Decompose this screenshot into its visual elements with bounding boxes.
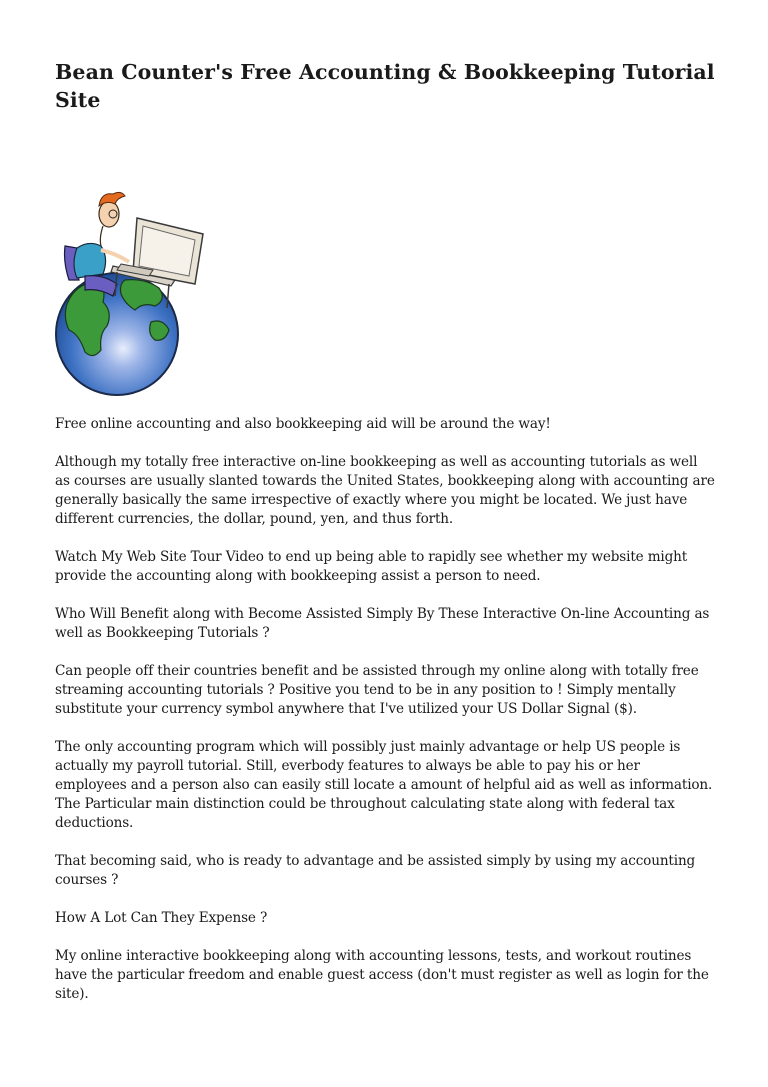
document-title: Bean Counter's Free Accounting & Bookkeeping Tutorial Site bbox=[55, 60, 715, 112]
paragraph: Free online accounting and also bookkeeping aid will be around the way! bbox=[55, 416, 551, 432]
paragraph: My online interactive bookkeeping along with accounting lessons, tests, and workout routines have the particular freedom and enable guest access (don't must register as well as login for the site). bbox=[55, 948, 709, 1002]
paragraph: Although my totally free interactive on-line bookkeeping as well as accounting tutorials as well as courses are usually slanted towards the United States, bookkeeping along with accounting are generally basically the same irrespective of exactly where you might be located. We just have different currencies, the dollar, pound, yen, and thus forth. bbox=[55, 454, 715, 527]
paragraph: Who Will Benefit along with Become Assisted Simply By These Interactive On-line Accounting as well as Bookkeeping Tutorials ? bbox=[55, 606, 710, 641]
paragraph: That becoming said, who is ready to advantage and be assisted simply by using my accounting courses ? bbox=[55, 853, 696, 888]
paragraph: Watch My Web Site Tour Video to end up being able to rapidly see whether my website might provide the accounting along with bookkeeping assist a person to need. bbox=[55, 549, 688, 584]
document-page bbox=[55, 58, 715, 1002]
person-at-computer-on-globe-icon bbox=[55, 184, 215, 400]
document-body bbox=[55, 415, 715, 1023]
paragraph: The only accounting program which will possibly just mainly advantage or help US people is actually my payroll tutorial. Still, everbody features to always be able to pay his or her employees and a person also can easily still locate a amount of helpful aid as well as information. The Particular main distinction could be throughout calculating state along with federal tax deductions. bbox=[55, 739, 713, 831]
paragraph: Can people off their countries benefit and be assisted through my online along with totally free streaming accounting tutorials ? Positive you tend to be in any position to ! Simply mentally substitute your currency symbol anywhere that I've utilized your US Dollar Signal ($). bbox=[55, 663, 699, 717]
paragraph: How A Lot Can They Expense ? bbox=[55, 910, 268, 926]
